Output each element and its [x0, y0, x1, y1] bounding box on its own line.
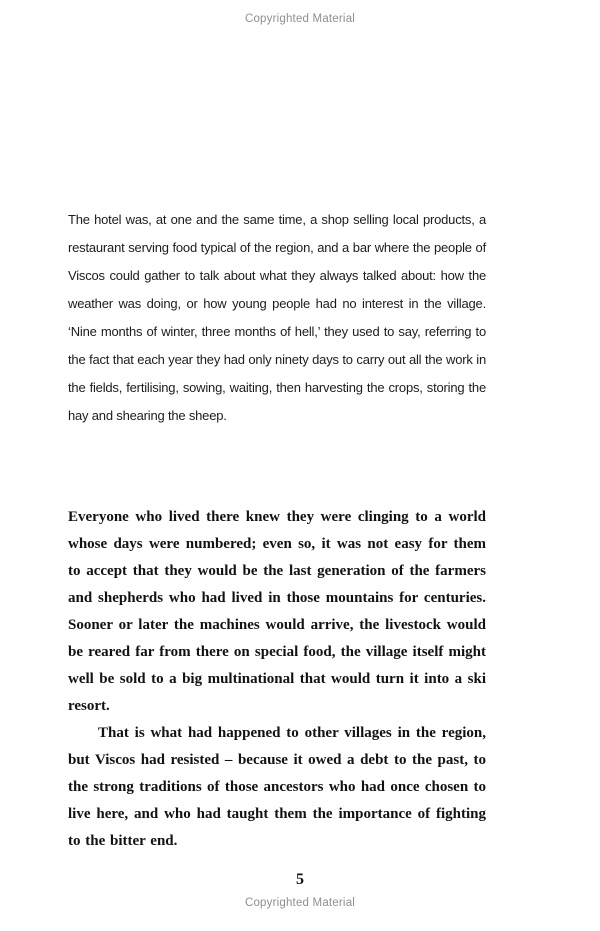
copyright-notice-bottom: Copyrighted Material: [244, 897, 356, 909]
body-paragraph: Everyone who lived there knew they were clinging to a world whose days were numbered; even so, it was not easy for them to accept that they would be the last generation of the farmers and shepherds who had lived in those mountains for centuries. Sooner or later the machines would arrive, the livestock would be reared far from there on special food, the village itself might well be sold to a big multinational that would turn it into a ski resort.: [68, 509, 486, 714]
body-text-block: [68, 504, 486, 855]
body-paragraph: That is what had happened to other villages in the region, but Viscos had resisted – because it owed a debt to the past, to the strong traditions of those ancestors who had once chosen to live here, and who had taught them the importance of fighting to the bitter end.: [68, 725, 486, 849]
copyright-notice-top: Copyrighted Material: [244, 13, 356, 25]
page-number: 5: [296, 871, 304, 888]
intro-paragraph: The hotel was, at one and the same time, a shop selling local products, a restaurant serving food typical of the region, and a bar where the people of Viscos could gather to talk about what they always talked about: how the weather was doing, or how young people had no interest in the village. ‘Nine months of winter, three months of hell,’ they used to say, referring to the fact that each year they had only ninety days to carry out all the work in the fields, fertilising, sowing, waiting, then harvesting the crops, storing the hay and shearing the sheep.: [68, 212, 486, 423]
